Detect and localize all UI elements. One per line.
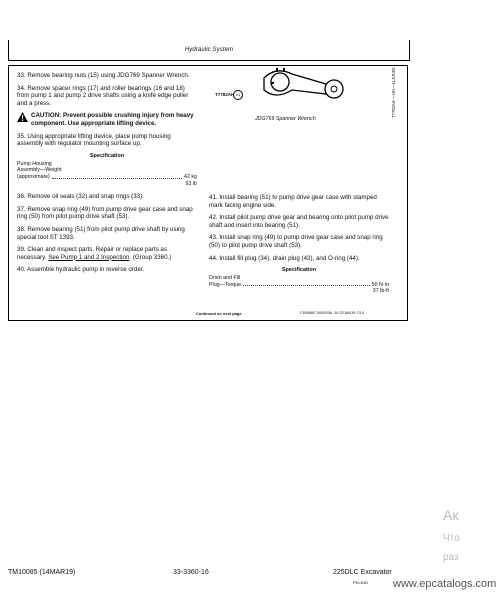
figure-side-code: T7782AH —UN—11JUN92	[391, 67, 396, 118]
spec-label: Assembly—Weight	[17, 167, 62, 174]
site-watermark: www.epcatalogs.com	[393, 578, 496, 590]
spec-row	[209, 282, 389, 289]
inspection-link[interactable]: See Pump 1 and 2 Inspection	[48, 253, 130, 261]
figure-caption: JDG769 Spanner Wrench	[255, 116, 316, 122]
overlay-text: Ак	[443, 507, 459, 523]
leader-dots	[52, 174, 182, 179]
spec-label: Plug—Torque	[209, 281, 242, 288]
manual-number: TM10085 (14MAR19)	[8, 569, 76, 576]
section-title: Hydraulic System	[184, 47, 234, 53]
step-35: 35. Using appropriate lifting device, place pump housing assembly with regulator mounting surface up.	[17, 132, 171, 148]
specification-torque	[209, 267, 389, 295]
figure-code: T7782AH	[215, 92, 235, 97]
spec-value: 42 kg	[184, 173, 197, 180]
spec-title: Specification	[89, 152, 125, 159]
page-id: PN=638	[353, 580, 368, 585]
continued-note: Continued on next page	[196, 311, 242, 316]
step-40: 40. Assemble hydraulic pump in reverse order.	[17, 266, 145, 274]
step-36: 36. Remove oil seals (32) and snap rings (33).	[17, 193, 144, 201]
step-44: 44. Install fill plug (34), drain plug (43), and O-ring (44).	[209, 254, 360, 262]
spec-label: Drain and Fill	[209, 275, 241, 282]
step-37: 37. Remove snap ring (49) from pump drive gear case and snap ring (50) from pilot pump drive shaft (53).	[17, 205, 193, 221]
step-39	[17, 246, 197, 261]
step-38: 38. Remove bearing (51) from pilot pump drive shaft by using special tool ST 1393.	[17, 225, 185, 241]
page-number: 33-3360-16	[173, 569, 209, 576]
figure-reference-callout: 01	[233, 90, 243, 100]
overlay-text: раз	[443, 552, 459, 563]
step-34: 34. Remove spacer rings (17) and roller bearings (16 and 18) from pump 1 and pump 2 drive shafts using a knife edge puller and a press.	[17, 84, 189, 107]
step-43: 43. Install snap ring (49) to pump drive gear case and snap ring (50) to pilot pump drive shaft (53).	[209, 234, 383, 249]
spec-label: (approximate)	[17, 173, 50, 180]
spec-title: Specification	[281, 267, 317, 274]
model-name: 225DLC Excavator	[333, 569, 392, 576]
step-41: 41. Install bearing (51) to pump drive gear case with stamped mark facing engine side.	[209, 194, 377, 209]
caution-text: CAUTION: Prevent possible crushing injury from heavy component. Use appropriate lifting device.	[31, 112, 194, 127]
section-header	[8, 40, 410, 61]
spec-label: Pump Housing	[17, 160, 52, 167]
spec-value: 93 lb	[185, 180, 197, 187]
document-code: CS99887,000009A -19-22JAN19-7/14	[300, 311, 364, 315]
spanner-wrench-illustration	[254, 60, 354, 120]
overlay-text: Что	[443, 533, 460, 544]
right-column	[209, 194, 389, 295]
step-33: 33. Remove bearing nuts (15) using JDG769 Spanner Wrench.	[17, 72, 190, 79]
leader-dots	[243, 282, 370, 287]
left-column	[17, 72, 197, 279]
spec-value: 37 lb-ft	[372, 288, 389, 295]
step-39-text: 39. Clean and inspect parts. Repair or replace parts as necessary.	[17, 246, 167, 261]
caution-notice	[17, 112, 197, 127]
step-39-tail: . (Group 3360.)	[129, 253, 172, 261]
step-42: 42. Install pilot pump drive gear and bearing onto pilot pump drive shaft and insert into bearing (51).	[209, 214, 389, 229]
spec-value: 50 N·m	[371, 281, 389, 288]
spec-row	[17, 174, 197, 181]
warning-icon	[17, 112, 28, 122]
specification-weight	[17, 153, 197, 187]
